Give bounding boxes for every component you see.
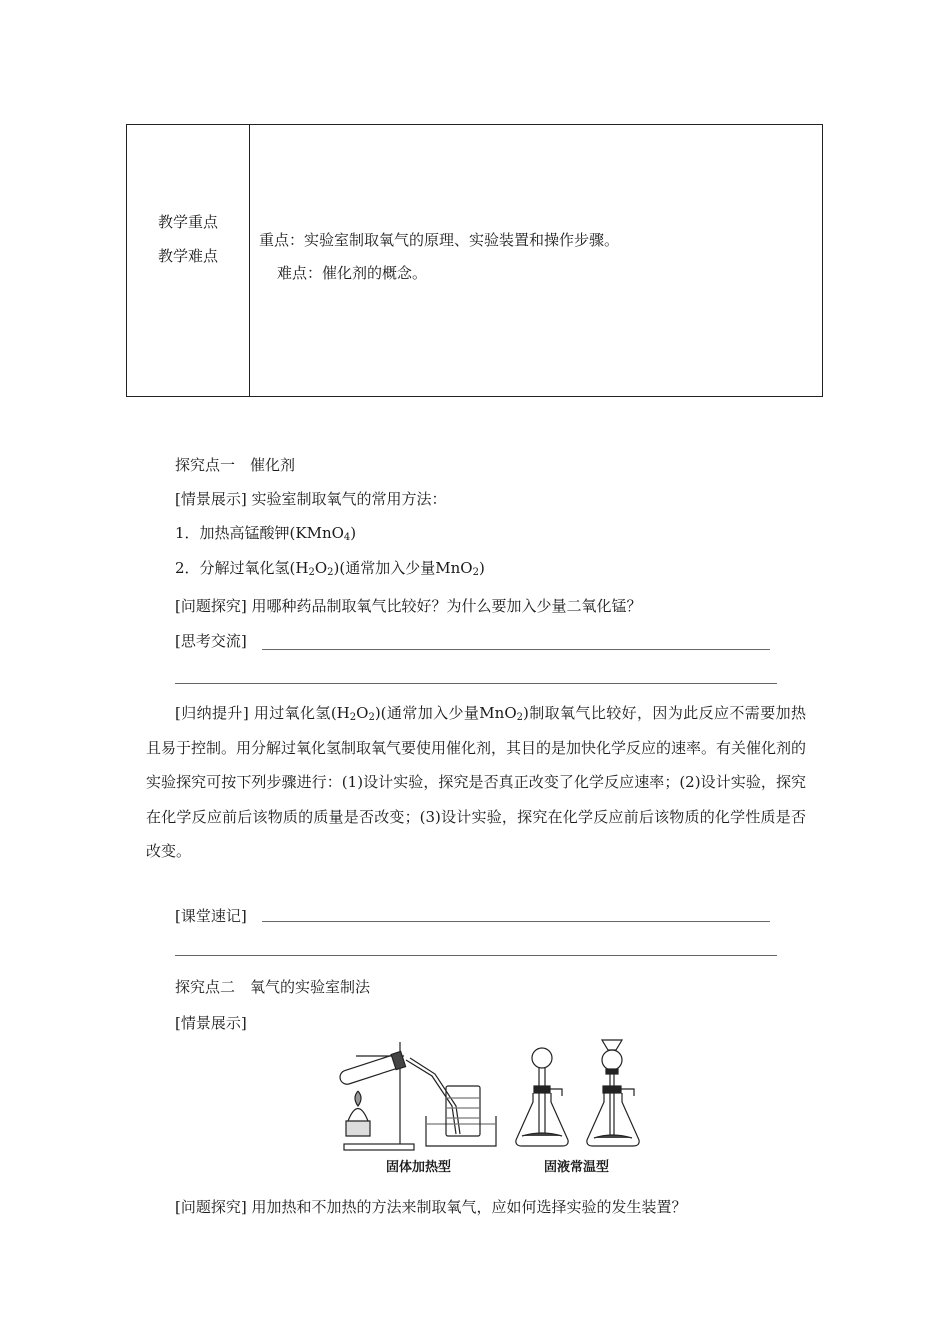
teaching-points-table: [126, 124, 823, 397]
caption-solid-heating: 固体加热型: [386, 1160, 452, 1175]
apparatus-drawing: [334, 1036, 654, 1161]
section2-scenario: [情景展示]: [175, 1014, 247, 1032]
section2-question: [问题探究] 用加热和不加热的方法来制取氧气，应如何选择实验的发生装置？: [175, 1198, 687, 1216]
caption-solid-liquid: 固液常温型: [544, 1160, 610, 1175]
label-difficult-point: 教学难点: [157, 247, 218, 265]
notes-line-1[interactable]: [262, 921, 770, 922]
discussion-answer-line-1[interactable]: [262, 649, 770, 650]
key-point-text: 重点：实验室制取氧气的原理、实验装置和操作步骤。: [259, 231, 620, 249]
discussion-label: [思考交流]: [175, 632, 247, 650]
method-1: 1．加热高锰酸钾(KMnO$_4$): [175, 524, 357, 543]
section1-question: [问题探究] 用哪种药品制取氧气比较好？为什么要加入少量二氧化锰？: [175, 597, 642, 615]
discussion-answer-line-2[interactable]: [175, 683, 777, 684]
stand-base: [344, 1144, 414, 1150]
method-2: 2．分解过氧化氢$(H_2O_2)$(通常加入少量MnO$_2$): [175, 559, 485, 578]
separatory-funnel: [602, 1050, 622, 1070]
water-trough: [426, 1116, 496, 1146]
section1-title: 探究点一 催化剂: [175, 456, 296, 474]
apparatus-figure: [334, 1036, 654, 1175]
funnel-bulb: [532, 1048, 552, 1068]
summary-paragraph: [归纳提升] 用过氧化氢$(H_2O_2)$(通常加入少量MnO$_2$)制取氧气比较好，因为此反应不需要加热且易于控制。用分解过氧化氢制取氧气要使用催化剂，其目的是加快化学反应的速率。有关催化剂的实验探究可按下列步骤进行：(1)设计实验，探究是否真正改变了化学反应速率；(2)设计实验，探究在化学反应前后该物质的质量是否改变；(3)设计实验，探究在化学反应前后该物质的化学性质是否改变。: [146, 704, 807, 860]
conical-flask-1: [516, 1093, 568, 1146]
table-divider: [249, 125, 250, 396]
gas-collection-jar: [446, 1086, 480, 1136]
difficult-point-text: 难点：催化剂的概念。: [277, 264, 428, 282]
section2-title: 探究点二 氧气的实验室制法: [175, 978, 371, 996]
notes-label: [课堂速记]: [175, 907, 247, 925]
label-key-point: 教学重点: [157, 213, 218, 231]
notes-line-2[interactable]: [175, 955, 777, 956]
section1-scenario: [情景展示] 实验室制取氧气的常用方法：: [175, 490, 447, 508]
